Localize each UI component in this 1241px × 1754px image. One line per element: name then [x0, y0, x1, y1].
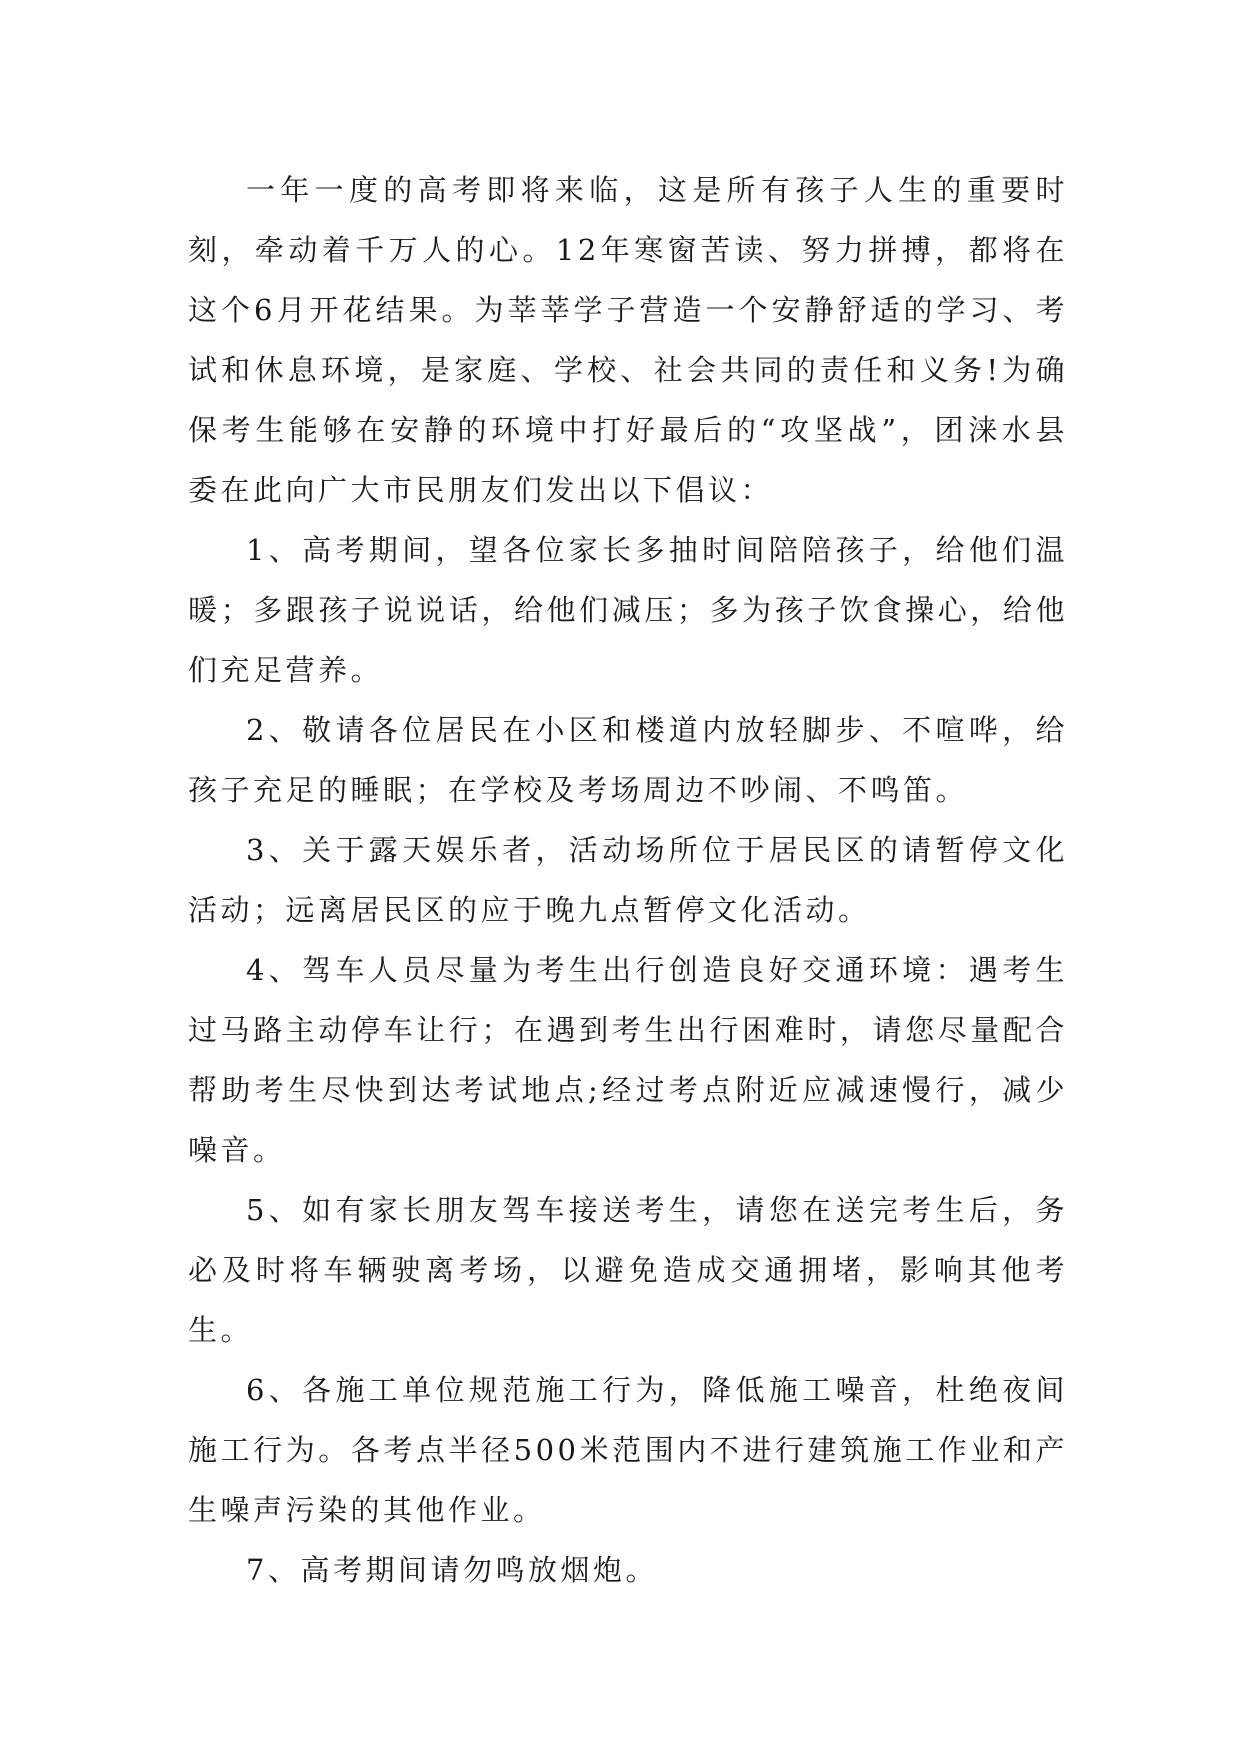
item-5-paragraph: 5、如有家长朋友驾车接送考生，请您在送完考生后，务必及时将车辆驶离考场，以避免造成交通拥堵，影响其他考生。 — [188, 1193, 1068, 1347]
item-1-paragraph: 1、高考期间，望各位家长多抽时间陪陪孩子，给他们温暖；多跟孩子说说话，给他们减压；多为孩子饮食操心，给他们充足营养。 — [188, 533, 1068, 687]
document-body — [188, 160, 1068, 1600]
item-3-paragraph: 3、关于露天娱乐者，活动场所位于居民区的请暂停文化活动；远离居民区的应于晚九点暂停文化活动。 — [188, 833, 1068, 927]
intro-paragraph: 一年一度的高考即将来临，这是所有孩子人生的重要时刻，牵动着千万人的心。12年寒窗苦读、努力拼搏，都将在这个6月开花结果。为莘莘学子营造一个安静舒适的学习、考试和休息环境，是家庭、学校、社会共同的责任和义务!为确保考生能够在安静的环境中打好最后的“攻坚战”，团涞水县委在此向广大市民朋友们发出以下倡议： — [188, 173, 1068, 507]
item-4-paragraph: 4、驾车人员尽量为考生出行创造良好交通环境：遇考生过马路主动停车让行；在遇到考生出行困难时，请您尽量配合帮助考生尽快到达考试地点;经过考点附近应减速慢行，减少噪音。 — [188, 953, 1068, 1167]
item-2-paragraph: 2、敬请各位居民在小区和楼道内放轻脚步、不喧哗，给孩子充足的睡眠；在学校及考场周边不吵闹、不鸣笛。 — [188, 713, 1068, 807]
item-6-paragraph: 6、各施工单位规范施工行为，降低施工噪音，杜绝夜间施工行为。各考点半径500米范围内不进行建筑施工作业和产生噪声污染的其他作业。 — [188, 1373, 1068, 1527]
item-7-paragraph: 7、高考期间请勿鸣放烟炮。 — [246, 1553, 658, 1587]
